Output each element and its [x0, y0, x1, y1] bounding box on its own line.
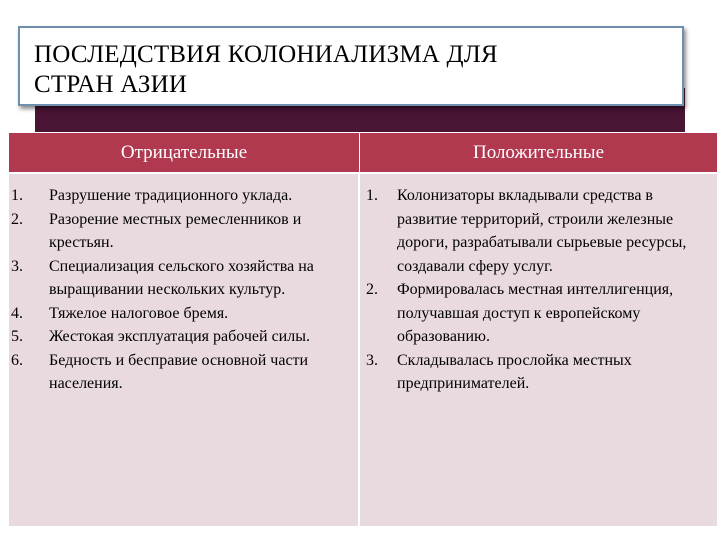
header-negative: Отрицательные: [9, 133, 360, 172]
positive-column: [360, 172, 717, 526]
item-number: 3.: [11, 257, 23, 275]
item-text: Специализация сельского хозяйства на выращивании нескольких культур.: [49, 257, 314, 298]
list-item: [9, 255, 358, 302]
list-item: [9, 184, 358, 208]
item-number: 6.: [11, 351, 23, 369]
list-item: [9, 349, 358, 396]
item-text: Формировалась местная интеллигенция, получавшая доступ к европейскому образованию.: [397, 281, 674, 345]
item-number: 4.: [11, 304, 23, 322]
slide-title: ПОСЛЕДСТВИЯ КОЛОНИАЛИЗМА ДЛЯ СТРАН АЗИИ: [34, 41, 498, 98]
item-text: Колонизаторы вкладывали средства в развитие территорий, строили железные дороги, разрабатывали сырьевые ресурсы, создавали сферу услуг.: [397, 187, 687, 275]
header-positive: Положительные: [360, 133, 717, 172]
list-item: [360, 278, 717, 349]
item-number: 3.: [366, 351, 378, 369]
positive-list: [360, 184, 717, 396]
item-number: 2.: [11, 210, 23, 228]
list-item: [9, 208, 358, 255]
negative-column: [9, 172, 360, 526]
item-number: 5.: [11, 328, 23, 345]
item-text: Разрушение традиционного уклада.: [49, 187, 293, 204]
item-text: Разорение местных ремесленников и крестьян.: [49, 210, 302, 251]
list-item: [9, 302, 358, 326]
list-item: [9, 325, 358, 349]
slide-title-box: [18, 26, 684, 106]
item-number: 2.: [366, 281, 378, 298]
negative-list: [9, 184, 358, 396]
item-number: 1.: [11, 187, 23, 204]
item-number: 1.: [366, 187, 378, 204]
consequences-table: [9, 133, 717, 526]
item-text: Складывалась прослойка местных предпринимателей.: [397, 351, 632, 392]
item-text: Бедность и бесправие основной части населения.: [49, 351, 309, 392]
item-text: Жестокая эксплуатация рабочей силы.: [49, 328, 310, 345]
list-item: [360, 184, 717, 278]
list-item: [360, 349, 717, 396]
item-text: Тяжелое налоговое бремя.: [49, 304, 229, 322]
